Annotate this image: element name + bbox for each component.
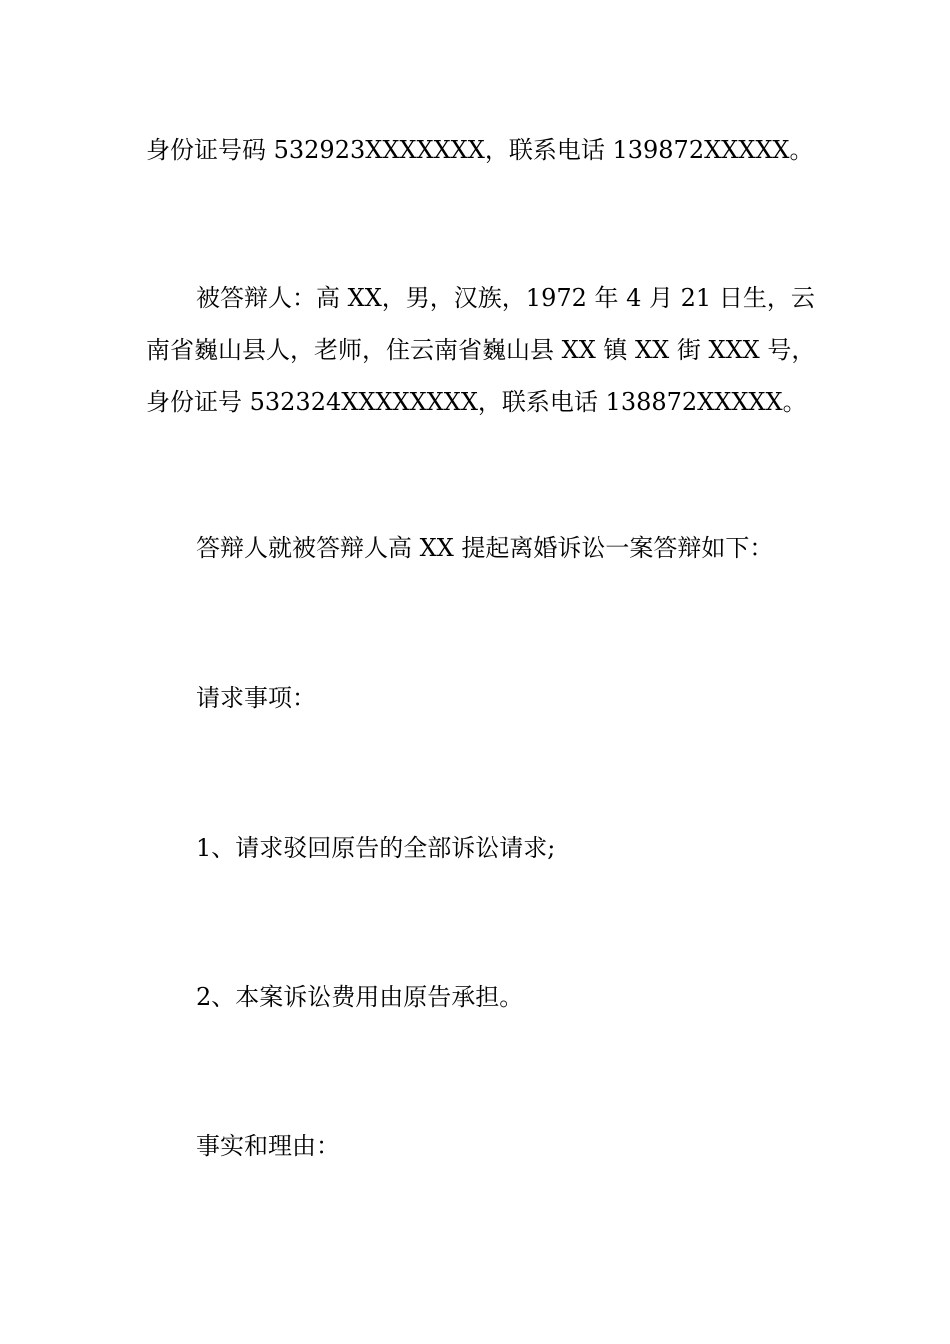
text-line: 身份证号码 532923XXXXXXX，联系电话 139872XXXXX。 — [146, 136, 814, 164]
list-item-claim-2 — [146, 971, 808, 1023]
section-heading-claims — [146, 672, 808, 724]
section-heading-facts-reasons — [146, 1120, 808, 1172]
paragraph-respondent-id-contact — [146, 124, 814, 176]
text-line: 1、请求驳回原告的全部诉讼请求; — [196, 834, 556, 862]
text-line: 被答辩人：高 XX，男，汉族，1972 年 4 月 21 日生，云 — [196, 284, 815, 312]
text-line: 事实和理由： — [196, 1132, 340, 1160]
text-line: 请求事项： — [196, 684, 316, 712]
paragraph-defense-intro — [146, 522, 808, 574]
text-line: 身份证号 532324XXXXXXXX，联系电话 138872XXXXX。 — [146, 388, 807, 416]
text-line: 答辩人就被答辩人高 XX 提起离婚诉讼一案答辩如下： — [196, 534, 774, 562]
list-item-claim-1 — [146, 822, 808, 874]
text-line: 南省巍山县人，老师，住云南省巍山县 XX 镇 XX 街 XXX 号， — [146, 336, 816, 364]
text-line: 2、本案诉讼费用由原告承担。 — [196, 983, 524, 1011]
paragraph-defendant-info — [146, 272, 816, 428]
